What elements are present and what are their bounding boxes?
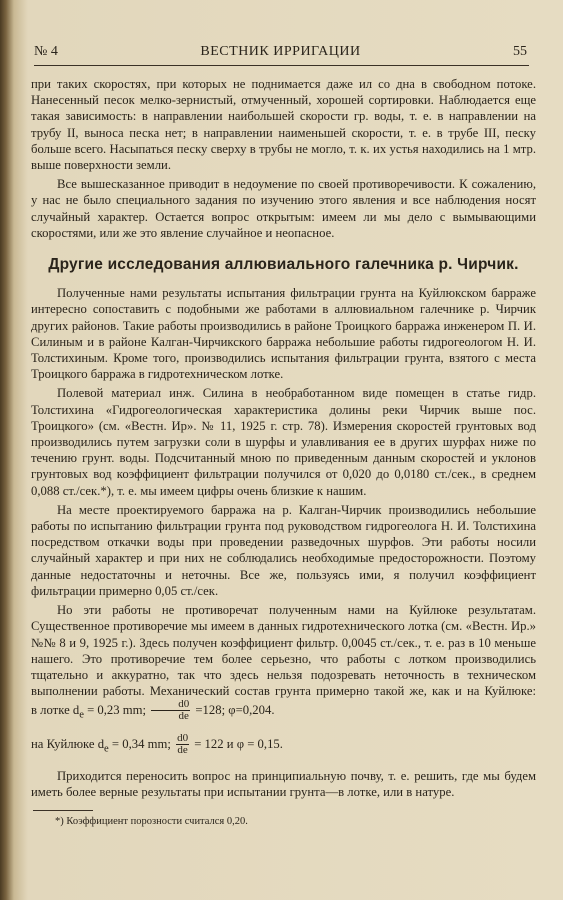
section-heading: Другие исследования аллювиального галечника р. Чирчик.	[48, 256, 519, 274]
paragraph-text: Но эти работы не противоречат полученным нами на Куйлюке результатам. Существенное противоречие мы имеем в данных гидротехнического лотка (см. «Вестн. Ир.» №№ 8 и 9, 1925 г.). Здесь получен коэффициент фильтр. 0,0045 ст./сек., т. е. раз в 10 меньше нашего. Это противоречие тем более серьезно, что работы с лотком производились тщательно и аккуратно, так что здесь нельзя подозревать неточность в техническом выполнении работы. Механический состав грунта примерно такой же, как и на Куйлюке:	[31, 603, 536, 699]
paragraph: Приходится переносить вопрос на принципиальную почву, т. е. решить, где мы будем иметь более верные результаты при испытании грунта—в лотке, или в натуре.	[31, 768, 536, 799]
header-rule	[34, 65, 529, 66]
issue-number: № 4	[34, 44, 58, 59]
paragraph: Полевой материал инж. Силина в необработанном виде помещен в статье гидр. Толстихина «Гидрогеологическая характеристика долины реки Чирчик выше пос. Троицкого» (см. «Вестн. Ир». № 11, 1925 г. стр. 78). Измерения скоростей грунтовых вод производились путем загрузки соли в шурфы и улавливания ее в других шурфах ниже по течению грунт. воды. Подсчитанный мною по приведенным данным скоростей и уклонов грунтовых вод коэффициент фильтрации получился от 0,020 до 0,0180 ст./сек., в среднем 0,088 ст./сек.*), т. е. мы имеем цифры очень близкие к нашим.	[31, 386, 536, 498]
paragraph: Полученные нами результаты испытания фильтрации грунта на Куйлюкском барраже интересно сопоставить с подобными же работами в аллювиальном галечнике р. Чирчик других районов. Такие работы производились в районе Троицкого барража инженером П. И. Силиным и в районе Калган-Чирчикского барража небольшие работы гидрогеологом Н. И. Толстихиным. Кроме того, производились испытания фильтрации грунта, взятого с места Троицкого барража в гидротехническом лотке.	[31, 286, 536, 382]
fraction: $\frac{d0}{de}$	[151, 699, 190, 722]
paragraph: Все вышесказанное приводит в недоумение по своей противоречивости. К сожалению, у нас не было специального задания по изучению этого явления и все наблюдения носят случайный характер. Остается вопрос открытым: имеем ли мы дело с вымывающими скоростями, или же это явление случайное и неопасное.	[31, 177, 536, 240]
paragraph: На месте проектируемого барража на р. Калган-Чирчик производились небольшие работы по испытанию фильтрации грунта под руководством гидрогеолога Н. И. Толстихина посредством откачки воды при проведении разведочных шурфов. Эти работы носили случайный характер и при них не соблюдались необходимые предосторожности. Поэтому данные недостаточны и неточны. Все же, пользуясь ими, я получил коэффициент фильтрации примерно 0,05 ст./сек.	[31, 502, 536, 598]
formula-kuilyuk: на Куйлюке $d_e = 0,34$ mm; $\frac{d0}{de}$ = 122 и φ = 0,15.	[31, 732, 283, 757]
page-number: 55	[513, 44, 527, 59]
paragraph: при таких скоростях, при которых не поднимается даже ил со дна в свободном потоке. Нанесенный песок мелко-зернистый, отмученный, хорошей сортировки. Наблюдается еще такая зависимость: в направлении наибольшей скорости гр. воды, т. е. в направлении на трубу II, выноса песка нет; в направлении наименьшей скорости, т. е. в трубе III, песку больше всего. Насыпаться песку сверху в трубы не могло, т. к. их устья находились на 1 мтр. выше поверхности земли.	[31, 77, 536, 173]
formula-tray: в лотке $d_e = 0,23$ mm; $\frac{d0}{de}$ =128; φ=0,204.	[31, 698, 275, 723]
journal-title: ВЕСТНИК ИРРИГАЦИИ	[200, 44, 361, 59]
footnote: *) Коэффициент порозности считался 0,20.	[55, 816, 248, 828]
running-header	[34, 44, 527, 62]
footnote-rule	[33, 810, 93, 811]
article-body	[31, 76, 536, 829]
paragraph	[31, 602, 536, 723]
fraction: $\frac{d0}{de}$	[177, 732, 189, 757]
